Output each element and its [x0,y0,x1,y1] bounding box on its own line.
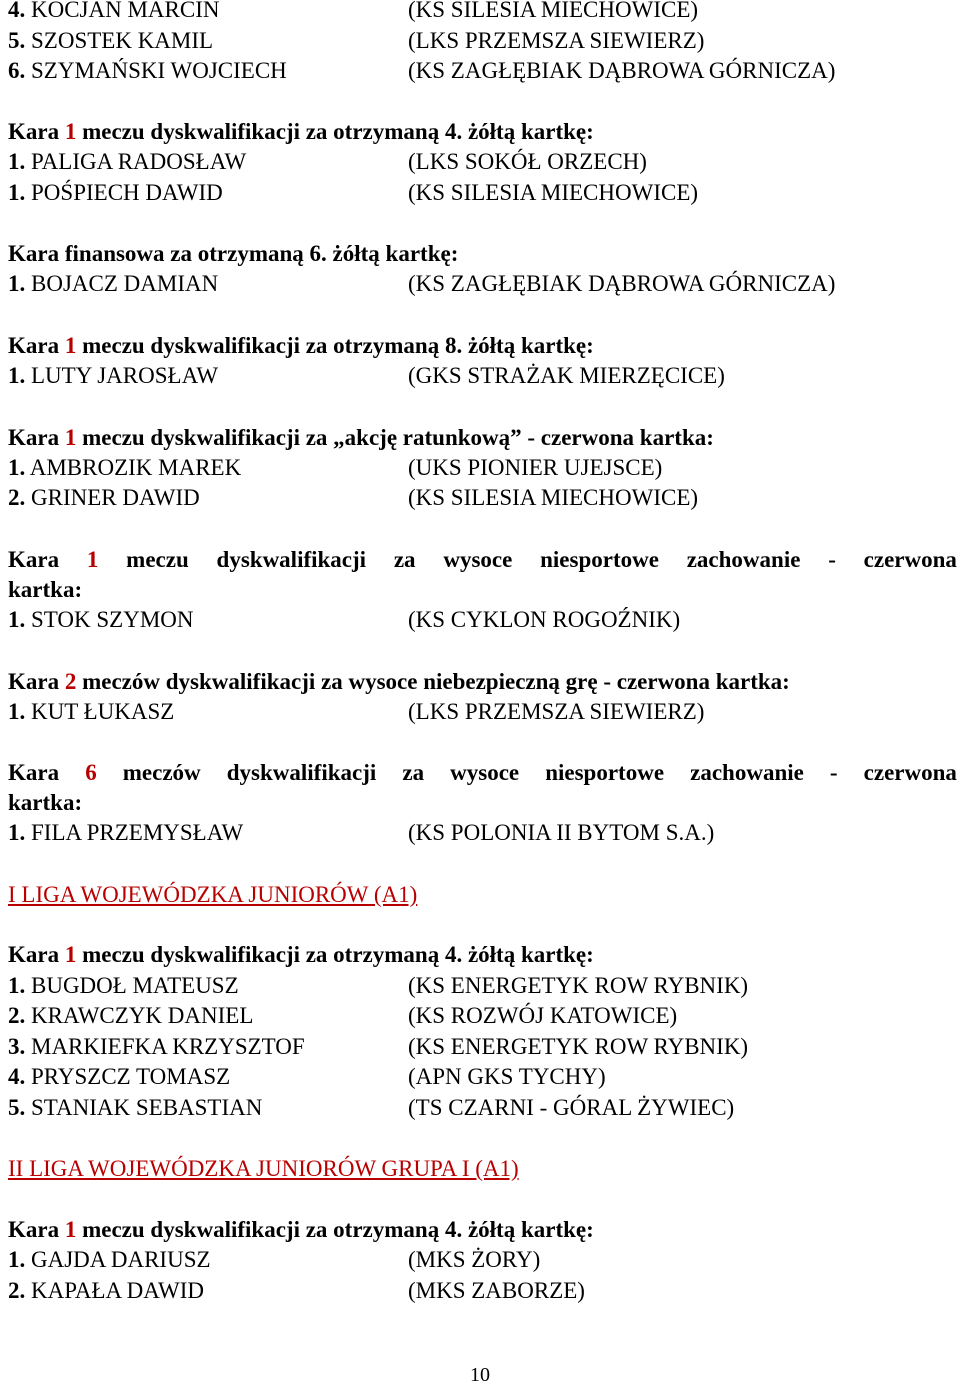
penalty-header-continuation: kartka: [8,790,83,815]
penalty-header: Kara finansowa za otrzymaną 6. żółtą kartkę: [8,241,459,266]
player-row: 6. SZYMAŃSKI WOJCIECH (KS ZAGŁĘBIAK DĄBROWA GÓRNICZA) [8,58,836,83]
player-row: 4. PRYSZCZ TOMASZ (APN GKS TYCHY) [8,1064,606,1089]
player-row: 1. GAJDA DARIUSZ (MKS ŻORY) [8,1247,541,1272]
penalty-header-continuation: kartka: [8,577,83,602]
player-row: 2. KAPAŁA DAWID (MKS ZABORZE) [8,1278,585,1303]
penalty-header: Kara 1 meczu dyskwalifikacji za otrzymaną 4. żółtą kartkę: [8,119,594,144]
player-row: 2. GRINER DAWID (KS SILESIA MIECHOWICE) [8,485,699,510]
penalty-header: Kara 1 meczu dyskwalifikacji za wysoce niesportowe zachowanie - czerwona [8,547,957,572]
penalty-header: Kara 1 meczu dyskwalifikacji za otrzymaną 4. żółtą kartkę: [8,1217,594,1242]
page-number: 10 [470,1364,490,1386]
penalty-header: Kara 2 meczów dyskwalifikacji za wysoce niebezpieczną grę - czerwona kartka: [8,669,790,694]
player-row: 5. SZOSTEK KAMIL (LKS PRZEMSZA SIEWIERZ) [8,28,705,53]
player-row: 1. BOJACZ DAMIAN (KS ZAGŁĘBIAK DĄBROWA GÓRNICZA) [8,271,836,296]
penalty-header: Kara 1 meczu dyskwalifikacji za otrzymaną 4. żółtą kartkę: [8,942,594,967]
player-row: 1. POŚPIECH DAWID (KS SILESIA MIECHOWICE) [8,180,699,205]
player-row: 1. AMBROZIK MAREK (UKS PIONIER UJEJSCE) [8,455,663,480]
player-row: 1. PALIGA RADOSŁAW (LKS SOKÓŁ ORZECH) [8,149,647,174]
player-row: 1. BUGDOŁ MATEUSZ (KS ENERGETYK ROW RYBNIK) [8,973,749,998]
section-title: II LIGA WOJEWÓDZKA JUNIORÓW GRUPA I (A1) [8,1156,519,1181]
penalty-header: Kara 1 meczu dyskwalifikacji za otrzymaną 8. żółtą kartkę: [8,333,594,358]
penalty-header: Kara 1 meczu dyskwalifikacji za „akcję ratunkową” - czerwona kartka: [8,425,714,450]
player-row: 3. MARKIEFKA KRZYSZTOF (KS ENERGETYK ROW RYBNIK) [8,1034,749,1059]
player-row: 2. KRAWCZYK DANIEL (KS ROZWÓJ KATOWICE) [8,1003,678,1028]
player-row: 4. KOCJAN MARCIN (KS SILESIA MIECHOWICE) [8,0,699,22]
penalty-header: Kara 6 meczów dyskwalifikacji za wysoce niesportowe zachowanie - czerwona [8,760,957,785]
player-row: 1. FILA PRZEMYSŁAW (KS POLONIA II BYTOM S.A.) [8,820,715,845]
player-row: 5. STANIAK SEBASTIAN (TS CZARNI - GÓRAL ŻYWIEC) [8,1095,735,1120]
player-row: 1. KUT ŁUKASZ (LKS PRZEMSZA SIEWIERZ) [8,699,705,724]
player-row: 1. LUTY JAROSŁAW (GKS STRAŻAK MIERZĘCICE) [8,363,725,388]
section-title: I LIGA WOJEWÓDZKA JUNIORÓW (A1) [8,882,418,907]
player-row: 1. STOK SZYMON (KS CYKLON ROGOŹNIK) [8,607,681,632]
